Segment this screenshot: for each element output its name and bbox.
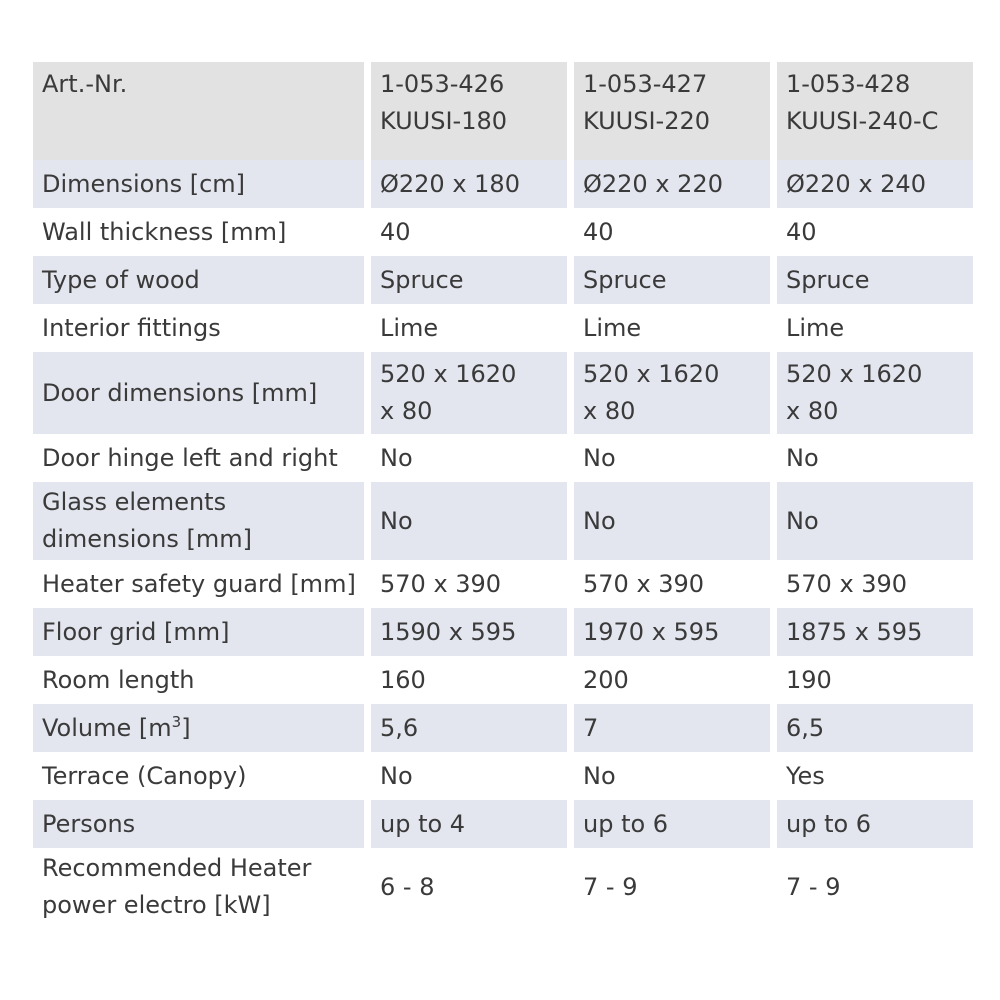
row-value: Lime <box>371 304 567 352</box>
row-value: 5,6 <box>371 704 567 752</box>
row-value: 40 <box>574 208 770 256</box>
row-value: up to 6 <box>777 800 973 848</box>
row-label: Floor grid [mm] <box>33 608 364 656</box>
row-value: 6,5 <box>777 704 973 752</box>
row-value: Spruce <box>777 256 973 304</box>
art-nr: 1-053-428 <box>786 70 911 98</box>
row-value: 190 <box>777 656 973 704</box>
label-suffix: ] <box>181 713 191 742</box>
row-value: 7 - 9 <box>777 848 973 926</box>
row-label: Wall thickness [mm] <box>33 208 364 256</box>
label-line-2: dimensions [mm] <box>42 525 252 553</box>
row-label: Persons <box>33 800 364 848</box>
row-value: 40 <box>371 208 567 256</box>
label-line-2: power electro [kW] <box>42 891 271 919</box>
row-volume <box>33 704 973 752</box>
row-heater-guard <box>33 560 973 608</box>
row-value: Ø220 x 220 <box>574 160 770 208</box>
row-value: Yes <box>777 752 973 800</box>
row-value: 570 x 390 <box>574 560 770 608</box>
row-value: 570 x 390 <box>777 560 973 608</box>
row-value: 200 <box>574 656 770 704</box>
row-value: 7 - 9 <box>574 848 770 926</box>
label-prefix: Volume [m <box>42 713 172 742</box>
row-value: 40 <box>777 208 973 256</box>
row-value: up to 4 <box>371 800 567 848</box>
row-value: 1590 x 595 <box>371 608 567 656</box>
row-label: Door hinge left and right <box>33 434 364 482</box>
row-label <box>33 704 364 752</box>
row-value: up to 6 <box>574 800 770 848</box>
row-wall-thickness <box>33 208 973 256</box>
row-label: Interior fittings <box>33 304 364 352</box>
row-value: No <box>371 482 567 560</box>
row-label: Dimensions [cm] <box>33 160 364 208</box>
row-value: 160 <box>371 656 567 704</box>
header-model-2 <box>574 62 770 160</box>
label-superscript: 3 <box>171 712 182 731</box>
row-value: No <box>371 434 567 482</box>
row-room-length <box>33 656 973 704</box>
spec-table <box>26 62 980 926</box>
label-line-1: Recommended Heater <box>42 854 312 882</box>
label-line-1: Glass elements <box>42 488 227 516</box>
row-dimensions <box>33 160 973 208</box>
row-label: Door dimensions [mm] <box>33 352 364 434</box>
art-nr: 1-053-427 <box>583 70 708 98</box>
row-value: Lime <box>574 304 770 352</box>
value-line-1: 520 x 1620 <box>786 360 923 388</box>
header-label: Art.-Nr. <box>33 62 364 160</box>
row-value: No <box>574 482 770 560</box>
row-persons <box>33 800 973 848</box>
row-value <box>574 352 770 434</box>
row-glass-elements <box>33 482 973 560</box>
row-value: 570 x 390 <box>371 560 567 608</box>
row-value: Ø220 x 180 <box>371 160 567 208</box>
row-label: Type of wood <box>33 256 364 304</box>
row-value: No <box>574 434 770 482</box>
model-name: KUUSI-180 <box>380 107 508 135</box>
row-value: 1970 x 595 <box>574 608 770 656</box>
row-value: 7 <box>574 704 770 752</box>
row-terrace <box>33 752 973 800</box>
value-line-1: 520 x 1620 <box>380 360 517 388</box>
model-name: KUUSI-220 <box>583 107 711 135</box>
header-row <box>33 62 973 160</box>
row-value: 1875 x 595 <box>777 608 973 656</box>
row-value: No <box>371 752 567 800</box>
row-value: No <box>777 482 973 560</box>
row-value: Lime <box>777 304 973 352</box>
value-line-2: x 80 <box>583 397 636 425</box>
row-value: Spruce <box>371 256 567 304</box>
row-label <box>33 848 364 926</box>
row-label: Terrace (Canopy) <box>33 752 364 800</box>
header-model-3 <box>777 62 973 160</box>
row-value: No <box>777 434 973 482</box>
value-line-2: x 80 <box>786 397 839 425</box>
row-floor-grid <box>33 608 973 656</box>
row-value: No <box>574 752 770 800</box>
row-wood-type <box>33 256 973 304</box>
model-name: KUUSI-240-C <box>786 107 939 135</box>
row-value <box>371 352 567 434</box>
row-value <box>777 352 973 434</box>
row-label <box>33 482 364 560</box>
row-label: Heater safety guard [mm] <box>33 560 364 608</box>
value-line-2: x 80 <box>380 397 433 425</box>
row-door-dimensions <box>33 352 973 434</box>
row-heater-power <box>33 848 973 926</box>
row-interior-fittings <box>33 304 973 352</box>
value-line-1: 520 x 1620 <box>583 360 720 388</box>
header-model-1 <box>371 62 567 160</box>
row-label: Room length <box>33 656 364 704</box>
row-value: Ø220 x 240 <box>777 160 973 208</box>
row-value: 6 - 8 <box>371 848 567 926</box>
art-nr: 1-053-426 <box>380 70 505 98</box>
row-value: Spruce <box>574 256 770 304</box>
row-door-hinge <box>33 434 973 482</box>
